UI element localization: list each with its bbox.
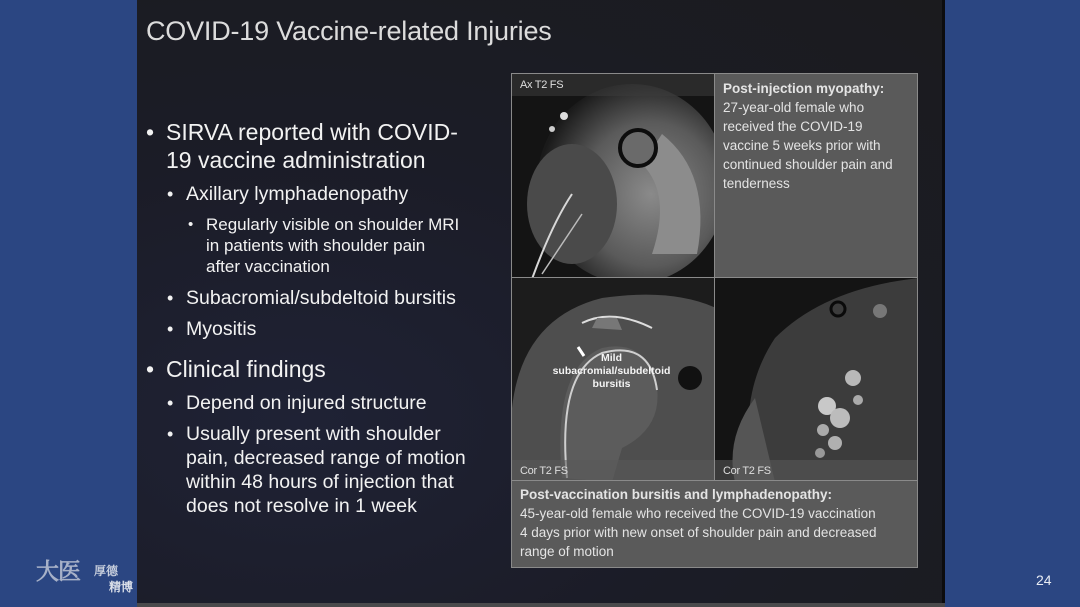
bullet-text: Depend on injured structure xyxy=(186,392,427,414)
annotation-line: Mild xyxy=(601,352,622,364)
bullet-dot-icon: • xyxy=(167,184,174,204)
caption-post-vaccination-bursitis xyxy=(511,480,918,568)
bullet-dot-icon: • xyxy=(167,319,174,339)
bullet-l1-sirva xyxy=(146,118,458,174)
bullet-l2-depend xyxy=(167,391,427,415)
watermark-text-2: 精博 xyxy=(109,580,134,594)
bullet-text: Subacromial/subdeltoid bursitis xyxy=(186,287,456,309)
bullet-text: Clinical findings xyxy=(166,356,326,382)
caption-line: received the COVID-19 xyxy=(723,119,863,134)
caption-line: 4 days prior with new onset of shoulder pain and decreased xyxy=(520,525,877,540)
annotation-bursitis xyxy=(544,352,679,391)
bullet-dot-icon: • xyxy=(188,216,194,233)
bullet-text: in patients with shoulder pain xyxy=(206,236,426,255)
bullet-l2-bursitis xyxy=(167,286,456,310)
watermark-text-1: 厚德 xyxy=(94,564,119,578)
bullet-text: Usually present with shoulder xyxy=(186,423,441,445)
caption-line: 45-year-old female who received the COVID-19 vaccination xyxy=(520,506,876,521)
bullet-text: 19 vaccine administration xyxy=(166,147,426,173)
annotation-line: bursitis xyxy=(592,378,631,390)
caption-line: range of motion xyxy=(520,544,614,559)
bullet-text: after vaccination xyxy=(206,257,330,276)
mri-axial-illustration xyxy=(512,74,715,278)
caption-line: tenderness xyxy=(723,176,790,191)
caption-line: vaccine 5 weeks prior with xyxy=(723,138,881,153)
bullet-text: Myositis xyxy=(186,318,257,340)
bullet-text: Regularly visible on shoulder MRI xyxy=(206,215,460,234)
bullet-dot-icon: • xyxy=(167,288,174,308)
bullet-dot-icon: • xyxy=(146,356,155,382)
sequence-label: Ax T2 FS xyxy=(520,79,564,91)
bullet-l1-clinical-findings xyxy=(146,355,326,383)
mri-coronal-lymph-image xyxy=(714,277,918,481)
bullet-l2-usually-present xyxy=(167,422,466,518)
bullet-dot-icon: • xyxy=(167,393,174,413)
mri-coronal-bursitis-image xyxy=(511,277,715,481)
sequence-label: Cor T2 FS xyxy=(723,465,771,477)
caption-line: 27-year-old female who xyxy=(723,100,865,115)
bullet-text: Axillary lymphadenopathy xyxy=(186,183,409,205)
annotation-line: subacromial/subdeltoid xyxy=(552,365,671,377)
mri-axial-image xyxy=(511,73,715,278)
slide-bottom-edge xyxy=(137,603,945,607)
caption-title: Post-injection myopathy: xyxy=(723,81,885,96)
bullet-l2-myositis xyxy=(167,317,257,341)
bullet-l3-regularly-visible xyxy=(188,214,460,277)
bullet-text: SIRVA reported with COVID- xyxy=(166,119,458,145)
sequence-label: Cor T2 FS xyxy=(520,465,568,477)
bullet-l2-axillary xyxy=(167,182,409,206)
caption-title: Post-vaccination bursitis and lymphadenopathy: xyxy=(520,487,833,502)
caption-line: continued shoulder pain and xyxy=(723,157,893,172)
watermark-logo: 大医 xyxy=(36,558,80,584)
mri-coronal-lymph-illustration xyxy=(715,278,918,481)
bullet-dot-icon: • xyxy=(167,424,174,444)
bullet-text: pain, decreased range of motion xyxy=(186,447,466,469)
bullet-text: does not resolve in 1 week xyxy=(186,495,417,517)
slide-title: COVID-19 Vaccine-related Injuries xyxy=(146,16,552,46)
page-number: 24 xyxy=(1036,572,1052,588)
bullet-text: within 48 hours of injection that xyxy=(186,471,454,493)
caption-post-injection-myopathy xyxy=(714,73,918,278)
bullet-dot-icon: • xyxy=(146,119,155,145)
